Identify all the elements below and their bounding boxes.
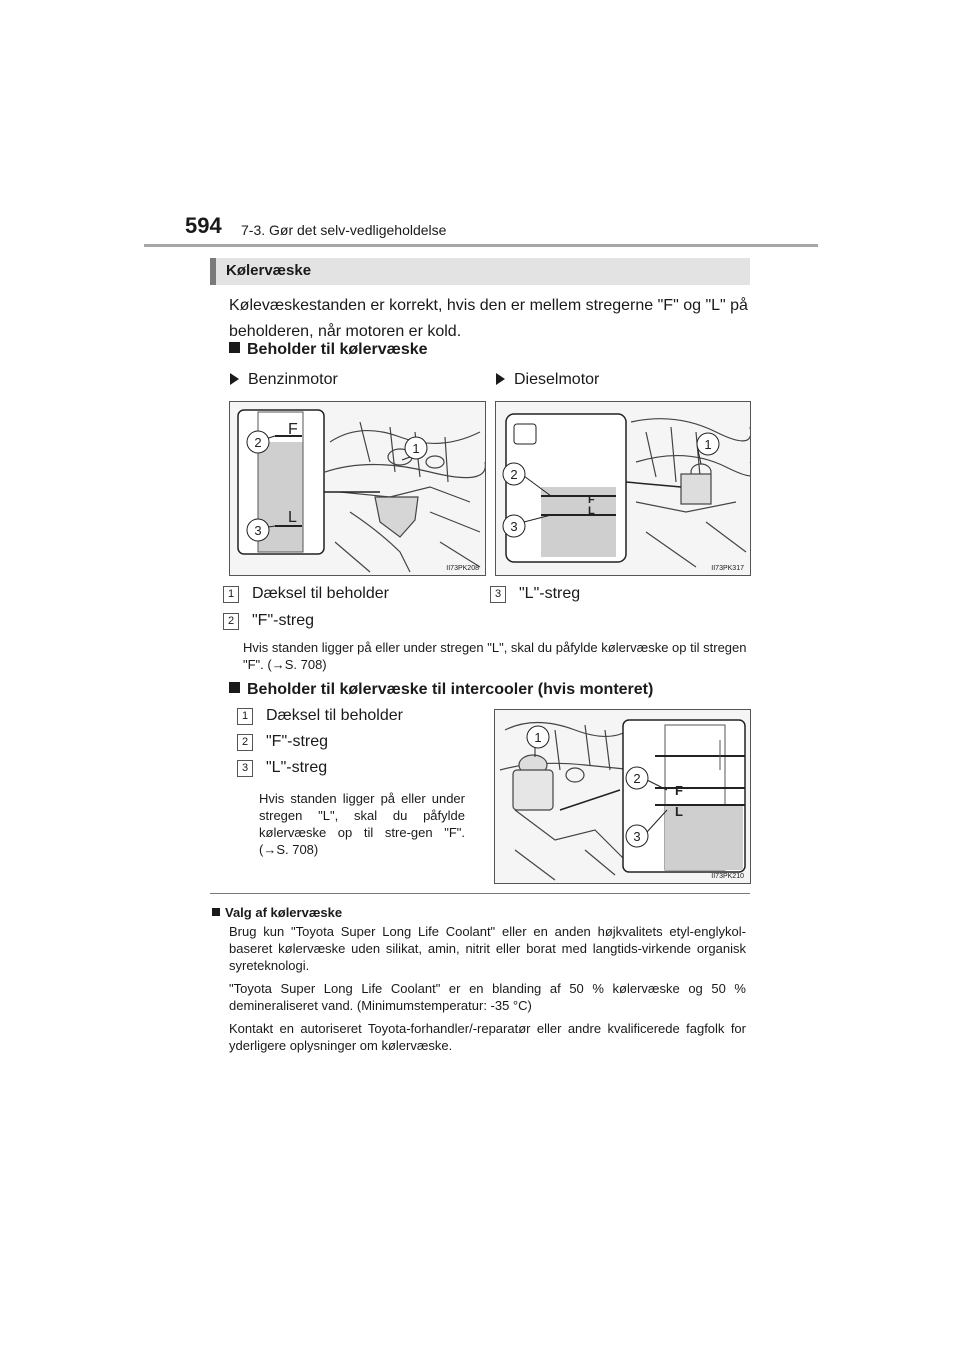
callout-number: 1 bbox=[223, 586, 239, 603]
figure-code: II73PK210 bbox=[711, 873, 744, 880]
callout-text: "L"-streg bbox=[519, 585, 581, 602]
callout-item bbox=[237, 733, 328, 751]
header-rule bbox=[144, 244, 818, 247]
low-mark-label: L bbox=[288, 509, 297, 526]
full-mark-label: F bbox=[288, 421, 298, 438]
section-bar-tab bbox=[210, 258, 216, 285]
square-bullet-icon bbox=[229, 342, 240, 353]
callout-number: 1 bbox=[237, 708, 253, 725]
intercooler-heading-text: Beholder til kølervæske til intercooler (hvis monteret) bbox=[247, 681, 654, 698]
section-title-bar bbox=[210, 258, 750, 285]
callout-number: 3 bbox=[237, 760, 253, 777]
full-mark-label: F bbox=[588, 494, 595, 506]
callout-1-number: 1 bbox=[412, 441, 420, 456]
info-paragraph: Brug kun "Toyota Super Long Life Coolant" eller en anden højkvalitets etyl-englykol-baseret kølervæske uden silikat, amin, nitrit eller borat med langtids-virkende organisk syreteknologi. bbox=[229, 924, 746, 973]
callout-item bbox=[223, 612, 314, 630]
callout-text: "F"-streg bbox=[266, 733, 329, 750]
callout-text: Dæksel til beholder bbox=[266, 707, 403, 724]
intro-paragraph: Kølevæskestanden er korrekt, hvis den er mellem stregerne "F" og "L" på beholderen, når motoren er kold. bbox=[229, 297, 748, 340]
figure-code: II73PK208 bbox=[446, 565, 479, 572]
petrol-engine-label-text: Benzinmotor bbox=[248, 371, 338, 388]
square-bullet-icon bbox=[229, 682, 240, 693]
figure-code: II73PK317 bbox=[711, 565, 744, 572]
intercooler-reservoir-illustration bbox=[495, 710, 750, 883]
diesel-engine-label-text: Dieselmotor bbox=[514, 371, 600, 388]
info-paragraph: "Toyota Super Long Life Coolant" er en blanding af 50 % kølervæske og 50 % demineraliseret vand. (Minimumstemperatur: -35 °C) bbox=[229, 981, 746, 1013]
callout-item bbox=[237, 759, 327, 777]
callout-item bbox=[490, 585, 580, 603]
info-paragraph: Kontakt en autoriseret Toyota-forhandler/-reparatør eller andre kvalificerede fagfolk for yderligere oplysninger om kølervæske. bbox=[229, 1021, 746, 1053]
square-bullet-icon bbox=[212, 908, 220, 916]
low-mark-label: L bbox=[588, 505, 595, 517]
intercooler-heading bbox=[229, 681, 653, 699]
petrol-reservoir-illustration bbox=[230, 402, 485, 575]
callout-text: Dæksel til beholder bbox=[252, 585, 389, 602]
callout-1-number: 1 bbox=[704, 437, 712, 452]
reservoir-note: Hvis standen ligger på eller under stregen "L", skal du påfylde kølervæske op til stregen "F". (→S. 708) bbox=[243, 640, 747, 672]
section-title: Kølervæske bbox=[226, 262, 312, 279]
reservoir-heading-text: Beholder til kølervæske bbox=[247, 341, 428, 358]
callout-text: "F"-streg bbox=[252, 612, 315, 629]
full-mark-label: F bbox=[675, 783, 683, 798]
callout-item bbox=[223, 585, 389, 603]
callout-item bbox=[237, 707, 403, 725]
callout-2-number: 2 bbox=[254, 435, 262, 450]
arrow-bullet-icon bbox=[230, 373, 239, 385]
callout-2-number: 2 bbox=[510, 467, 518, 482]
petrol-engine-label bbox=[230, 371, 338, 389]
intercooler-reservoir-figure bbox=[494, 709, 751, 884]
callout-number: 3 bbox=[490, 586, 506, 603]
callout-number: 2 bbox=[223, 613, 239, 630]
callout-number: 2 bbox=[237, 734, 253, 751]
petrol-reservoir-figure bbox=[229, 401, 486, 576]
page-number: 594 bbox=[185, 213, 222, 238]
callout-2-number: 2 bbox=[633, 771, 641, 786]
low-mark-label: L bbox=[675, 804, 683, 819]
callout-3-number: 3 bbox=[510, 519, 518, 534]
diesel-reservoir-figure bbox=[495, 401, 751, 576]
reservoir-heading bbox=[229, 341, 428, 359]
callout-3-number: 3 bbox=[254, 523, 262, 538]
info-heading bbox=[212, 905, 342, 920]
arrow-bullet-icon bbox=[496, 373, 505, 385]
callout-text: "L"-streg bbox=[266, 759, 328, 776]
callout-1-number: 1 bbox=[534, 730, 542, 745]
chapter-heading: 7-3. Gør det selv-vedligeholdelse bbox=[241, 222, 447, 238]
section-divider bbox=[210, 893, 750, 894]
info-heading-text: Valg af kølervæske bbox=[225, 905, 343, 920]
callout-3-number: 3 bbox=[633, 829, 641, 844]
diesel-reservoir-illustration bbox=[496, 402, 750, 575]
diesel-engine-label bbox=[496, 371, 599, 389]
intercooler-note: Hvis standen ligger på eller under stregen "L", skal du påfylde kølervæske op til stre-gen "F". (→S. 708) bbox=[259, 791, 465, 857]
